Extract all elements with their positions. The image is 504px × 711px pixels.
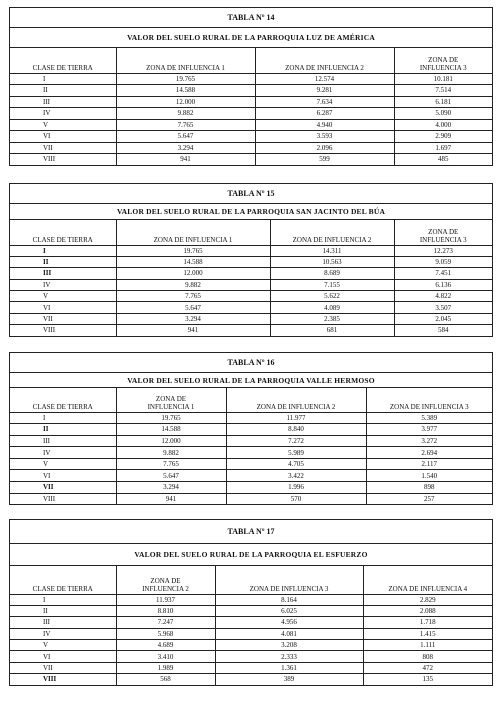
table-cell: VIII	[43, 675, 57, 684]
table-cell: 3.294	[116, 142, 255, 154]
table-cell: 3.977	[366, 424, 492, 436]
table-cell: 3.410	[116, 651, 215, 662]
data-table	[10, 388, 492, 504]
table-cell: 9.882	[116, 279, 270, 290]
table-cell: 5.622	[270, 291, 394, 302]
table-cell: 5.647	[116, 302, 270, 313]
table-row	[10, 291, 492, 302]
table-cell: I	[10, 412, 116, 424]
column-header: ZONA DE INFLUENCIA 1	[116, 388, 226, 412]
table-cell: 570	[226, 493, 366, 504]
table-cell: 1.111	[363, 640, 492, 651]
table-row	[10, 493, 492, 504]
table-cell: 2.829	[363, 594, 492, 605]
table-cell: III	[10, 96, 116, 108]
table-cell: 12.574	[255, 73, 394, 85]
table-cell: 5.389	[366, 412, 492, 424]
table-cell: IV	[10, 279, 116, 290]
table-row	[10, 628, 492, 639]
table-cell: 5.090	[394, 108, 492, 120]
table-cell: 1.996	[226, 482, 366, 494]
column-header: CLASE DE TIERRA	[10, 566, 116, 594]
table-cell: 2.385	[270, 313, 394, 324]
table-cell: 3.593	[255, 131, 394, 143]
table-row	[10, 256, 492, 267]
table-row	[10, 594, 492, 605]
column-header: ZONA DE INFLUENCIA 2	[226, 388, 366, 412]
table-cell: 7.514	[394, 85, 492, 97]
table-number: TABLA Nº 14	[10, 8, 492, 28]
table-cell: 568	[116, 674, 215, 685]
table-cell: VIII	[43, 326, 56, 335]
table-cell: 14.588	[116, 85, 255, 97]
table-row	[10, 302, 492, 313]
table-cell: 19.765	[116, 73, 255, 85]
table-cell: II	[10, 424, 116, 436]
table-15	[9, 183, 493, 337]
table-row	[10, 313, 492, 324]
table-cell: 599	[255, 154, 394, 165]
table-cell: 4.081	[215, 628, 363, 639]
table-cell: 4.705	[226, 458, 366, 470]
table-cell: 19.765	[116, 412, 226, 424]
table-number: TABLA Nº 17	[10, 520, 492, 544]
table-cell: 7.765	[116, 458, 226, 470]
column-header: ZONA DE INFLUENCIA 2	[270, 220, 394, 245]
table-row	[10, 73, 492, 85]
table-cell: 7.765	[116, 291, 270, 302]
table-row	[10, 470, 492, 482]
column-header: CLASE DE TIERRA	[10, 48, 116, 73]
table-row	[10, 617, 492, 628]
table-cell: 898	[366, 482, 492, 494]
table-cell: 8.840	[226, 424, 366, 436]
table-cell: 472	[363, 662, 492, 673]
table-row	[10, 605, 492, 616]
table-cell: 941	[116, 154, 255, 165]
table-cell: VII	[10, 142, 116, 154]
table-16	[9, 352, 493, 505]
table-cell: 1.540	[366, 470, 492, 482]
table-cell: 1.718	[363, 617, 492, 628]
table-cell: 5.989	[226, 447, 366, 459]
table-cell: 9.882	[116, 447, 226, 459]
table-row	[10, 268, 492, 279]
table-cell: 6.136	[394, 279, 492, 290]
table-cell: VIII	[43, 155, 56, 164]
table-cell: 4.940	[255, 119, 394, 131]
table-cell: 14.588	[116, 256, 270, 267]
column-header: ZONA DE INFLUENCIA 1	[116, 220, 270, 245]
table-cell: VI	[10, 131, 116, 143]
table-cell: III	[10, 617, 116, 628]
table-cell: 12.000	[116, 96, 255, 108]
table-cell: 11.937	[116, 594, 215, 605]
table-row	[10, 119, 492, 131]
table-cell: VI	[10, 651, 116, 662]
table-row	[10, 640, 492, 651]
table-cell: 2.088	[363, 605, 492, 616]
table-cell: 3.507	[394, 302, 492, 313]
column-header: ZONA DE INFLUENCIA 3	[215, 566, 363, 594]
table-cell: 4.822	[394, 291, 492, 302]
table-cell: IV	[10, 108, 116, 120]
table-cell: 5.968	[116, 628, 215, 639]
table-cell: 7.634	[255, 96, 394, 108]
table-cell: 1.989	[116, 662, 215, 673]
column-header: ZONA DE INFLUENCIA 2	[116, 566, 215, 594]
table-row	[10, 435, 492, 447]
table-cell: VI	[10, 470, 116, 482]
column-header: ZONA DE INFLUENCIA 4	[363, 566, 492, 594]
table-row	[10, 85, 492, 97]
table-cell: 12.000	[116, 268, 270, 279]
table-cell: 8.164	[215, 594, 363, 605]
column-header: ZONA DE INFLUENCIA 2	[255, 48, 394, 73]
table-cell: 2.909	[394, 131, 492, 143]
table-cell: IV	[10, 447, 116, 459]
table-cell: 3.294	[116, 313, 270, 324]
table-cell: 6.181	[394, 96, 492, 108]
table-cell: III	[10, 268, 116, 279]
table-cell: 941	[116, 493, 226, 504]
table-cell: VII	[10, 313, 116, 324]
table-cell: VII	[10, 662, 116, 673]
table-cell: I	[10, 245, 116, 256]
table-cell: 12.000	[116, 435, 226, 447]
table-cell: IV	[10, 628, 116, 639]
table-cell: III	[10, 435, 116, 447]
column-header: ZONA DE INFLUENCIA 3	[394, 48, 492, 73]
table-cell: 2.117	[366, 458, 492, 470]
table-cell: 1.415	[363, 628, 492, 639]
table-cell: V	[10, 458, 116, 470]
table-cell: II	[10, 605, 116, 616]
table-cell: 9.281	[255, 85, 394, 97]
table-cell: 9.059	[394, 256, 492, 267]
table-cell: 4.089	[270, 302, 394, 313]
table-cell: 4.956	[215, 617, 363, 628]
table-row	[10, 325, 492, 336]
data-table	[10, 220, 492, 336]
table-row	[10, 458, 492, 470]
table-row	[10, 131, 492, 143]
table-cell: 4.000	[394, 119, 492, 131]
column-header: ZONA DE INFLUENCIA 1	[116, 48, 255, 73]
table-cell: 681	[270, 325, 394, 336]
table-cell: 2.045	[394, 313, 492, 324]
table-row	[10, 662, 492, 673]
table-cell: 135	[363, 674, 492, 685]
table-cell: 9.882	[116, 108, 255, 120]
table-cell: 1.697	[394, 142, 492, 154]
table-cell: 485	[394, 154, 492, 165]
table-cell: 2.096	[255, 142, 394, 154]
table-cell: 941	[116, 325, 270, 336]
table-cell: 584	[394, 325, 492, 336]
table-cell: 10.181	[394, 73, 492, 85]
table-cell: 14.311	[270, 245, 394, 256]
table-row	[10, 96, 492, 108]
table-cell: 6.287	[255, 108, 394, 120]
table-14	[9, 7, 493, 166]
table-number: TABLA Nº 16	[10, 353, 492, 373]
table-cell: V	[10, 119, 116, 131]
table-row	[10, 412, 492, 424]
table-cell: 7.272	[226, 435, 366, 447]
table-row	[10, 447, 492, 459]
table-cell: 7.765	[116, 119, 255, 131]
table-cell: 7.451	[394, 268, 492, 279]
table-title: VALOR DEL SUELO RURAL DE LA PARROQUIA LUZ DE AMÉRICA	[10, 28, 492, 48]
table-cell: VI	[10, 302, 116, 313]
table-17	[9, 519, 493, 686]
table-row	[10, 651, 492, 662]
table-cell: V	[10, 291, 116, 302]
column-header: CLASE DE TIERRA	[10, 220, 116, 245]
table-cell: I	[10, 73, 116, 85]
table-cell: 5.647	[116, 470, 226, 482]
table-cell: 5.647	[116, 131, 255, 143]
table-cell: 1.361	[215, 662, 363, 673]
table-cell: 8.689	[270, 268, 394, 279]
table-cell: 389	[215, 674, 363, 685]
column-header: CLASE DE TIERRA	[10, 388, 116, 412]
table-cell: 11.977	[226, 412, 366, 424]
column-header: ZONA DE INFLUENCIA 3	[394, 220, 492, 245]
table-row	[10, 482, 492, 494]
table-cell: 3.208	[215, 640, 363, 651]
table-cell: I	[10, 594, 116, 605]
table-cell: 3.272	[366, 435, 492, 447]
table-cell: 4.689	[116, 640, 215, 651]
table-cell: 3.294	[116, 482, 226, 494]
table-cell: V	[10, 640, 116, 651]
table-row	[10, 142, 492, 154]
table-cell: II	[10, 256, 116, 267]
table-cell: 808	[363, 651, 492, 662]
table-row	[10, 674, 492, 685]
column-header: ZONA DE INFLUENCIA 3	[366, 388, 492, 412]
data-table	[10, 48, 492, 165]
table-cell: VIII	[43, 494, 56, 503]
table-cell: 2.333	[215, 651, 363, 662]
table-cell: 7.247	[116, 617, 215, 628]
table-row	[10, 245, 492, 256]
table-cell: 3.422	[226, 470, 366, 482]
table-cell: 12.273	[394, 245, 492, 256]
table-cell: 19.765	[116, 245, 270, 256]
table-cell: VII	[10, 482, 116, 494]
table-cell: 6.025	[215, 605, 363, 616]
table-row	[10, 154, 492, 165]
table-cell: 10.563	[270, 256, 394, 267]
table-cell: 257	[366, 493, 492, 504]
table-cell: 7.155	[270, 279, 394, 290]
table-cell: II	[10, 85, 116, 97]
table-cell: 2.694	[366, 447, 492, 459]
table-number: TABLA Nº 15	[10, 184, 492, 204]
table-row	[10, 279, 492, 290]
table-row	[10, 424, 492, 436]
table-title: VALOR DEL SUELO RURAL DE LA PARROQUIA EL ESFUERZO	[10, 544, 492, 566]
table-row	[10, 108, 492, 120]
data-table	[10, 566, 492, 685]
table-cell: 14.588	[116, 424, 226, 436]
table-cell: 8.810	[116, 605, 215, 616]
table-title: VALOR DEL SUELO RURAL DE LA PARROQUIA VALLE HERMOSO	[10, 373, 492, 388]
table-title: VALOR DEL SUELO RURAL DE LA PARROQUIA SAN JACINTO DEL BÚA	[10, 204, 492, 220]
